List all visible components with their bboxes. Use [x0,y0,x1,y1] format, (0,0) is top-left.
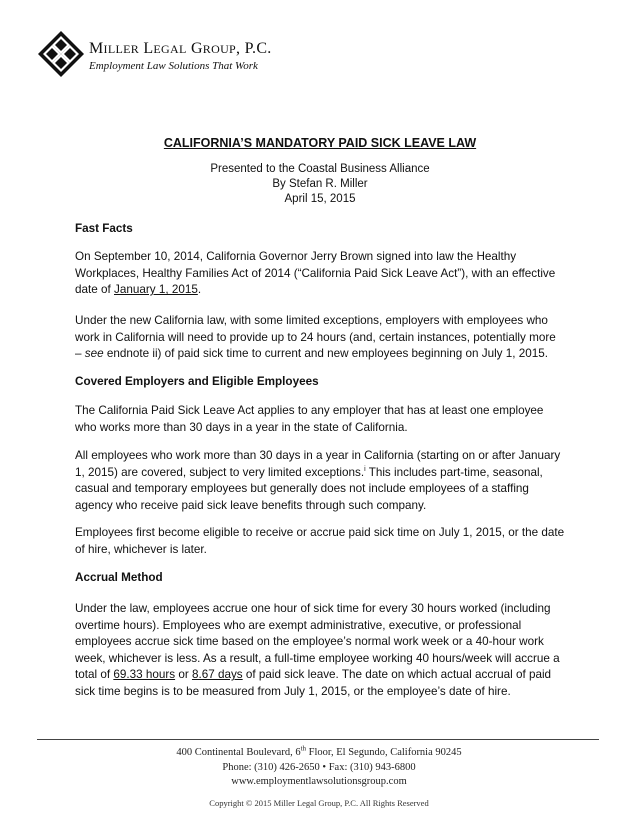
section-heading-accrual: Accrual Method [75,571,163,584]
effective-date-link: January 1, 2015 [114,283,198,297]
hours-link: 69.33 hours [113,668,176,682]
firm-letterhead [89,40,272,73]
ordinal-suffix: th [300,744,307,753]
days-link: 8.67 days [191,668,243,682]
text-run: Under the new California law, with some limited exceptions, employers with employees who work in California will need to provide up to 24 hours (and, certain instances, potentially more – [75,314,556,361]
firm-suffix: , P.C. [236,40,272,57]
section-heading-fast-facts: Fast Facts [75,222,133,235]
firm-name-initial: G [190,40,203,57]
paragraph: Employees first become eligible to receive or accrue paid sick time on July 1, 2015, or the date of hire, whichever is later. [75,526,565,556]
section-heading-covered: Covered Employers and Eligible Employees [75,375,319,388]
copyright-notice: Copyright © 2015 Miller Legal Group, P.C. All Rights Reserved [209,798,429,808]
paragraph [75,249,565,299]
author-line: By Stefan R. Miller [272,178,368,190]
paragraph [75,601,565,701]
presented-line: Presented to the Coastal Business Alliance [210,163,430,175]
text-run: Floor, El Segundo, California 90245 [306,747,462,758]
paragraph [75,313,565,363]
text-run: endnote ii) of paid sick time to current and new employees beginning on July 1, 2015. [103,347,549,361]
footer-phone: Phone: (310) 426-2650 • Fax: (310) 943-6800 [222,762,416,773]
firm-tagline: Employment Law Solutions That Work [89,60,258,72]
footer-address [0,746,638,760]
date-line: April 15, 2015 [284,193,356,205]
firm-name-initial: M [89,40,104,57]
diamond-grid-logo-icon [37,30,85,78]
text-run: This includes part-time, seasonal, casual and temporary employees but generally does not include employees of a staffing agency who receive paid sick leave benefits through such company. [75,465,543,512]
firm-name-part: ROUP [202,42,237,56]
firm-name-initial: L [143,40,154,57]
footer-divider [37,739,599,740]
firm-name [89,40,272,58]
text-run: of paid sick leave. The date on which actual accrual of paid sick time begins is to be measured from July 1, 2015, or the employee’s date of hire. [75,668,552,698]
text-run: All employees who work more than 30 days in a year in California (starting on or after January 1, 2015) are covered, subject to very limited exceptions. [75,449,561,479]
emphasis-text: see [84,347,104,361]
text-run: Under the law, employees accrue one hour of sick time for every 30 hours worked (including overtime hours). Employees who are exempt administrative, executive, or professional employees accrue sick time based on the employee’s normal work week or a 40-hour work week, whichever is less. As a result, a full-time employee working 40 hours/week will accrue a total of [75,602,560,682]
text-run: or [175,668,192,682]
text-run: On September 10, 2014, California Governor Jerry Brown signed into law the Healthy Workplaces, Healthy Families Act of 2014 (“California Paid Sick Leave Act”), with an effective date of [75,250,556,297]
paragraph: The California Paid Sick Leave Act applies to any employer that has at least one employee who works more than 30 days in a year in the state of California. [75,404,544,434]
text-run: 400 Continental Boulevard, 6 [176,747,301,758]
document-title: CALIFORNIA’S MANDATORY PAID SICK LEAVE LAW [163,136,477,150]
firm-name-part: EGAL [153,42,187,56]
paragraph [75,448,565,514]
text-run: . [197,283,202,297]
footer-website: www.employmentlawsolutionsgroup.com [231,776,407,787]
endnote-marker: i [364,465,366,473]
firm-logo [37,30,85,78]
firm-name-part: ILLER [103,42,140,56]
